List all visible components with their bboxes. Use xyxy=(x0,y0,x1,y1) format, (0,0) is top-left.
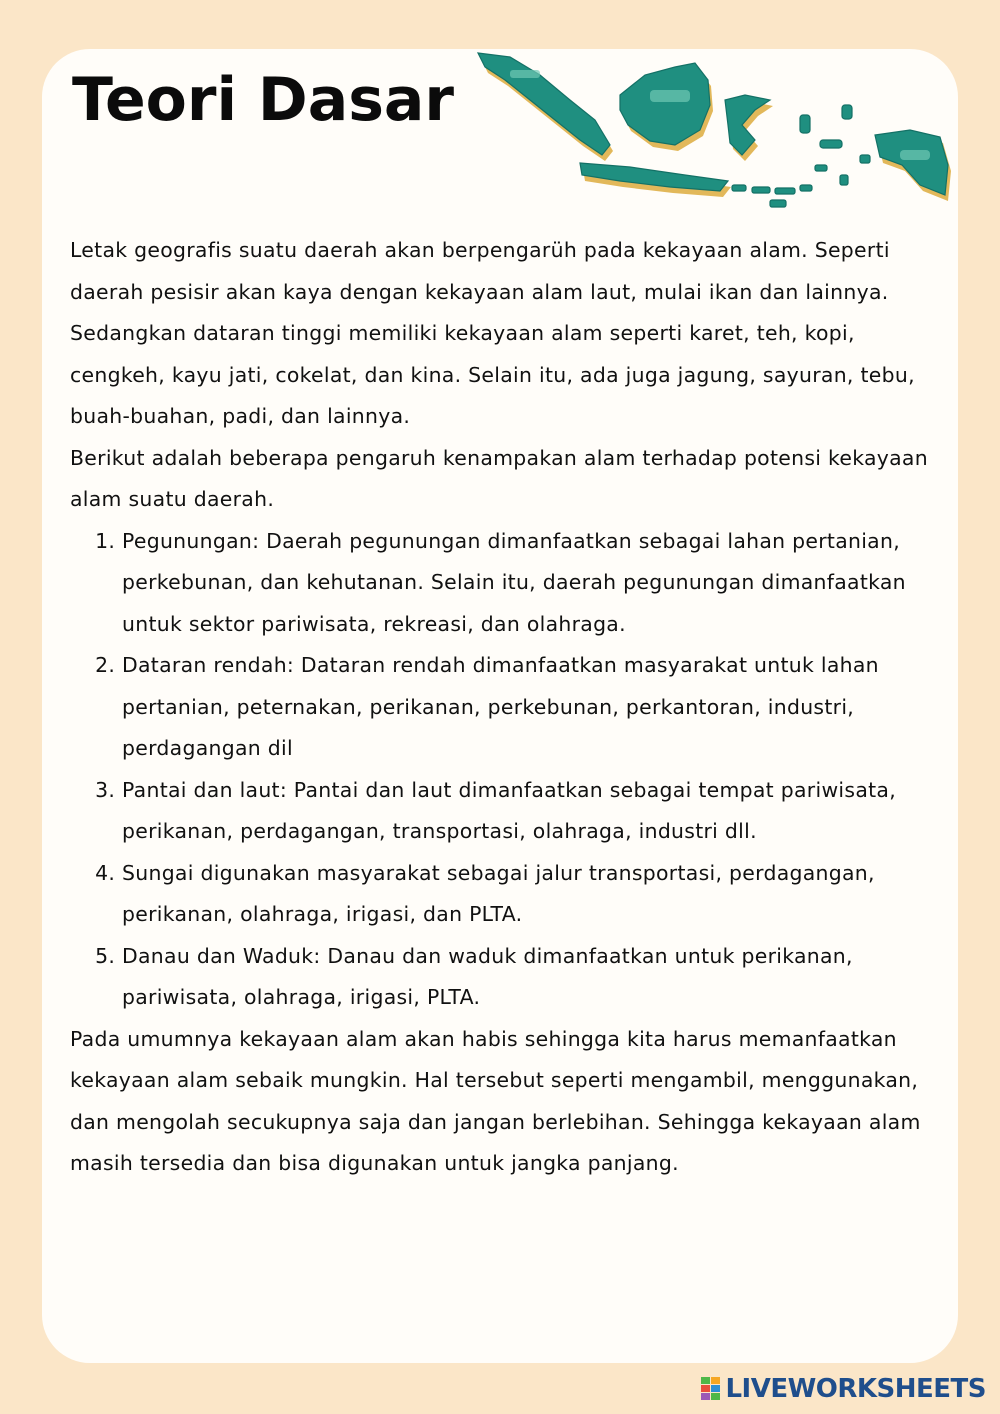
numbered-list xyxy=(70,521,950,1019)
content-body xyxy=(70,230,950,1185)
list-item: 1. Pegunungan: Daerah pegunungan dimanfaatkan sebagai lahan pertanian, perkebunan, dan kehutanan. Selain itu, daerah pegunungan dimanfaatkan untuk sektor pariwisata, rekreasi, dan olahraga. xyxy=(122,521,950,646)
brand-logo[interactable] xyxy=(701,1374,986,1404)
closing-paragraph: Pada umumnya kekayaan alam akan habis sehingga kita harus memanfaatkan kekayaan alam sebaik mungkin. Hal tersebut seperti mengambil, menggunakan, dan mengolah secukupnya saja dan jangan berlebihan. Sehingga kekayaan alam masih tersedia dan bisa digunakan untuk jangka panjang. xyxy=(70,1026,921,1175)
page-title: Teori Dasar xyxy=(72,65,455,135)
list-item: 2. Dataran rendah: Dataran rendah dimanfaatkan masyarakat untuk lahan pertanian, peternakan, perikanan, perkebunan, perkantoran, industri, perdagangan dil xyxy=(122,645,950,770)
map-islands xyxy=(478,53,948,207)
list-item: 3. Pantai dan laut: Pantai dan laut dimanfaatkan sebagai tempat pariwisata, perikanan, perdagangan, transportasi, olahraga, industri dll. xyxy=(122,770,950,853)
brand-name: LIVEWORKSHEETS xyxy=(725,1374,986,1404)
lead-paragraph: Berikut adalah beberapa pengaruh kenampakan alam terhadap potensi kekayaan alam suatu daerah. xyxy=(70,445,928,511)
intro-paragraph: Letak geografis suatu daerah akan berpengarüh pada kekayaan alam. Seperti daerah pesisir akan kaya dengan kekayaan alam laut, mulai ikan dan lainnya. Sedangkan dataran tinggi memiliki kekayaan alam seperti karet, teh, kopi, cengkeh, kayu jati, cokelat, dan kina. Selain itu, ada juga jagung, sayuran, tebu, buah-buahan, padi, dan lainnya. xyxy=(70,238,915,428)
indonesia-map-icon xyxy=(470,45,955,235)
liveworksheets-logo-icon xyxy=(701,1377,721,1401)
list-item: 4. Sungai digunakan masyarakat sebagai jalur transportasi, perdagangan, perikanan, olahraga, irigasi, dan PLTA. xyxy=(122,853,950,936)
list-item: 5. Danau dan Waduk: Danau dan waduk dimanfaatkan untuk perikanan, pariwisata, olahraga, irigasi, PLTA. xyxy=(122,936,950,1019)
